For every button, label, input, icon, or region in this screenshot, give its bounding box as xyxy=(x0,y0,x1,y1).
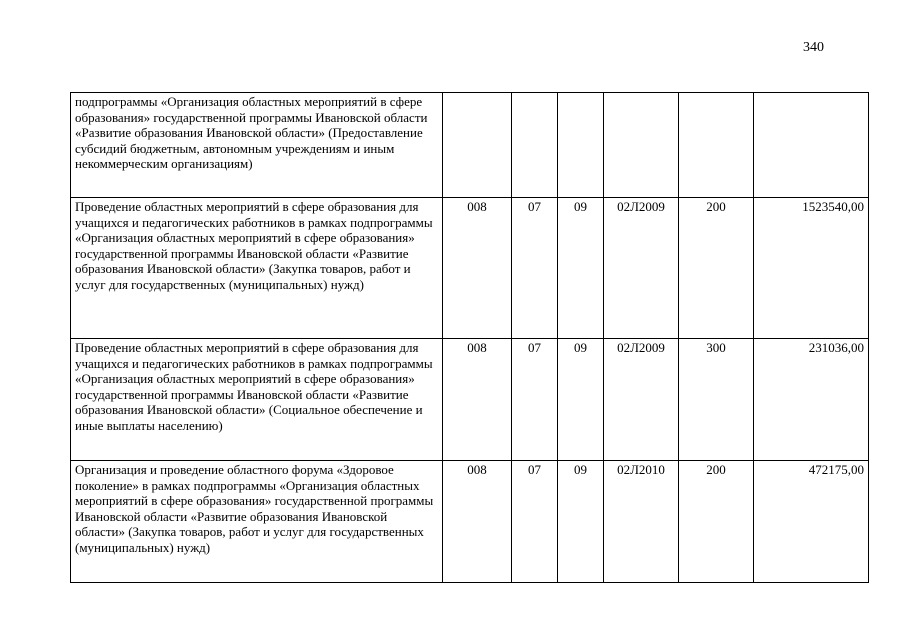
subsection-code: 09 xyxy=(558,198,604,339)
table-row xyxy=(71,461,869,583)
row-description: Проведение областных мероприятий в сфере образования для учащихся и педагогических работников в рамках подпрограммы «Организация областных мероприятий в сфере образования» государственной программы Ивановской области «Развитие образования Ивановской области» (Социальное обеспечение и иные выплаты населению) xyxy=(71,339,443,461)
amount xyxy=(754,93,869,198)
section-code: 07 xyxy=(512,461,558,583)
budget-table xyxy=(70,92,869,583)
target-code: 02Л2010 xyxy=(604,461,679,583)
expense-type-code: 300 xyxy=(679,339,754,461)
page-number: 340 xyxy=(803,40,824,55)
subsection-code: 09 xyxy=(558,339,604,461)
ministry-code: 008 xyxy=(443,198,512,339)
ministry-code: 008 xyxy=(443,339,512,461)
section-code xyxy=(512,93,558,198)
amount: 472175,00 xyxy=(754,461,869,583)
expense-type-code: 200 xyxy=(679,198,754,339)
table-row xyxy=(71,93,869,198)
table-row xyxy=(71,198,869,339)
section-code: 07 xyxy=(512,339,558,461)
target-code: 02Л2009 xyxy=(604,198,679,339)
subsection-code: 09 xyxy=(558,461,604,583)
amount: 1523540,00 xyxy=(754,198,869,339)
section-code: 07 xyxy=(512,198,558,339)
ministry-code xyxy=(443,93,512,198)
row-description: Проведение областных мероприятий в сфере образования для учащихся и педагогических работников в рамках подпрограммы «Организация областных мероприятий в сфере образования» государственной программы Ивановской области «Развитие образования Ивановской области» (Закупка товаров, работ и услуг для государственных (муниципальных) нужд) xyxy=(71,198,443,339)
expense-type-code: 200 xyxy=(679,461,754,583)
row-description: подпрограммы «Организация областных мероприятий в сфере образования» государственной программы Ивановской области «Развитие образования Ивановской области» (Предоставление субсидий бюджетным, автономным учреждениям и иным некоммерческим организациям) xyxy=(71,93,443,198)
table-row xyxy=(71,339,869,461)
target-code: 02Л2009 xyxy=(604,339,679,461)
expense-type-code xyxy=(679,93,754,198)
row-description: Организация и проведение областного форума «Здоровое поколение» в рамках подпрограммы «Организация областных мероприятий в сфере образования» государственной программы Ивановской области «Развитие образования Ивановской области» (Закупка товаров, работ и услуг для государственных (муниципальных) нужд) xyxy=(71,461,443,583)
ministry-code: 008 xyxy=(443,461,512,583)
subsection-code xyxy=(558,93,604,198)
amount: 231036,00 xyxy=(754,339,869,461)
target-code xyxy=(604,93,679,198)
